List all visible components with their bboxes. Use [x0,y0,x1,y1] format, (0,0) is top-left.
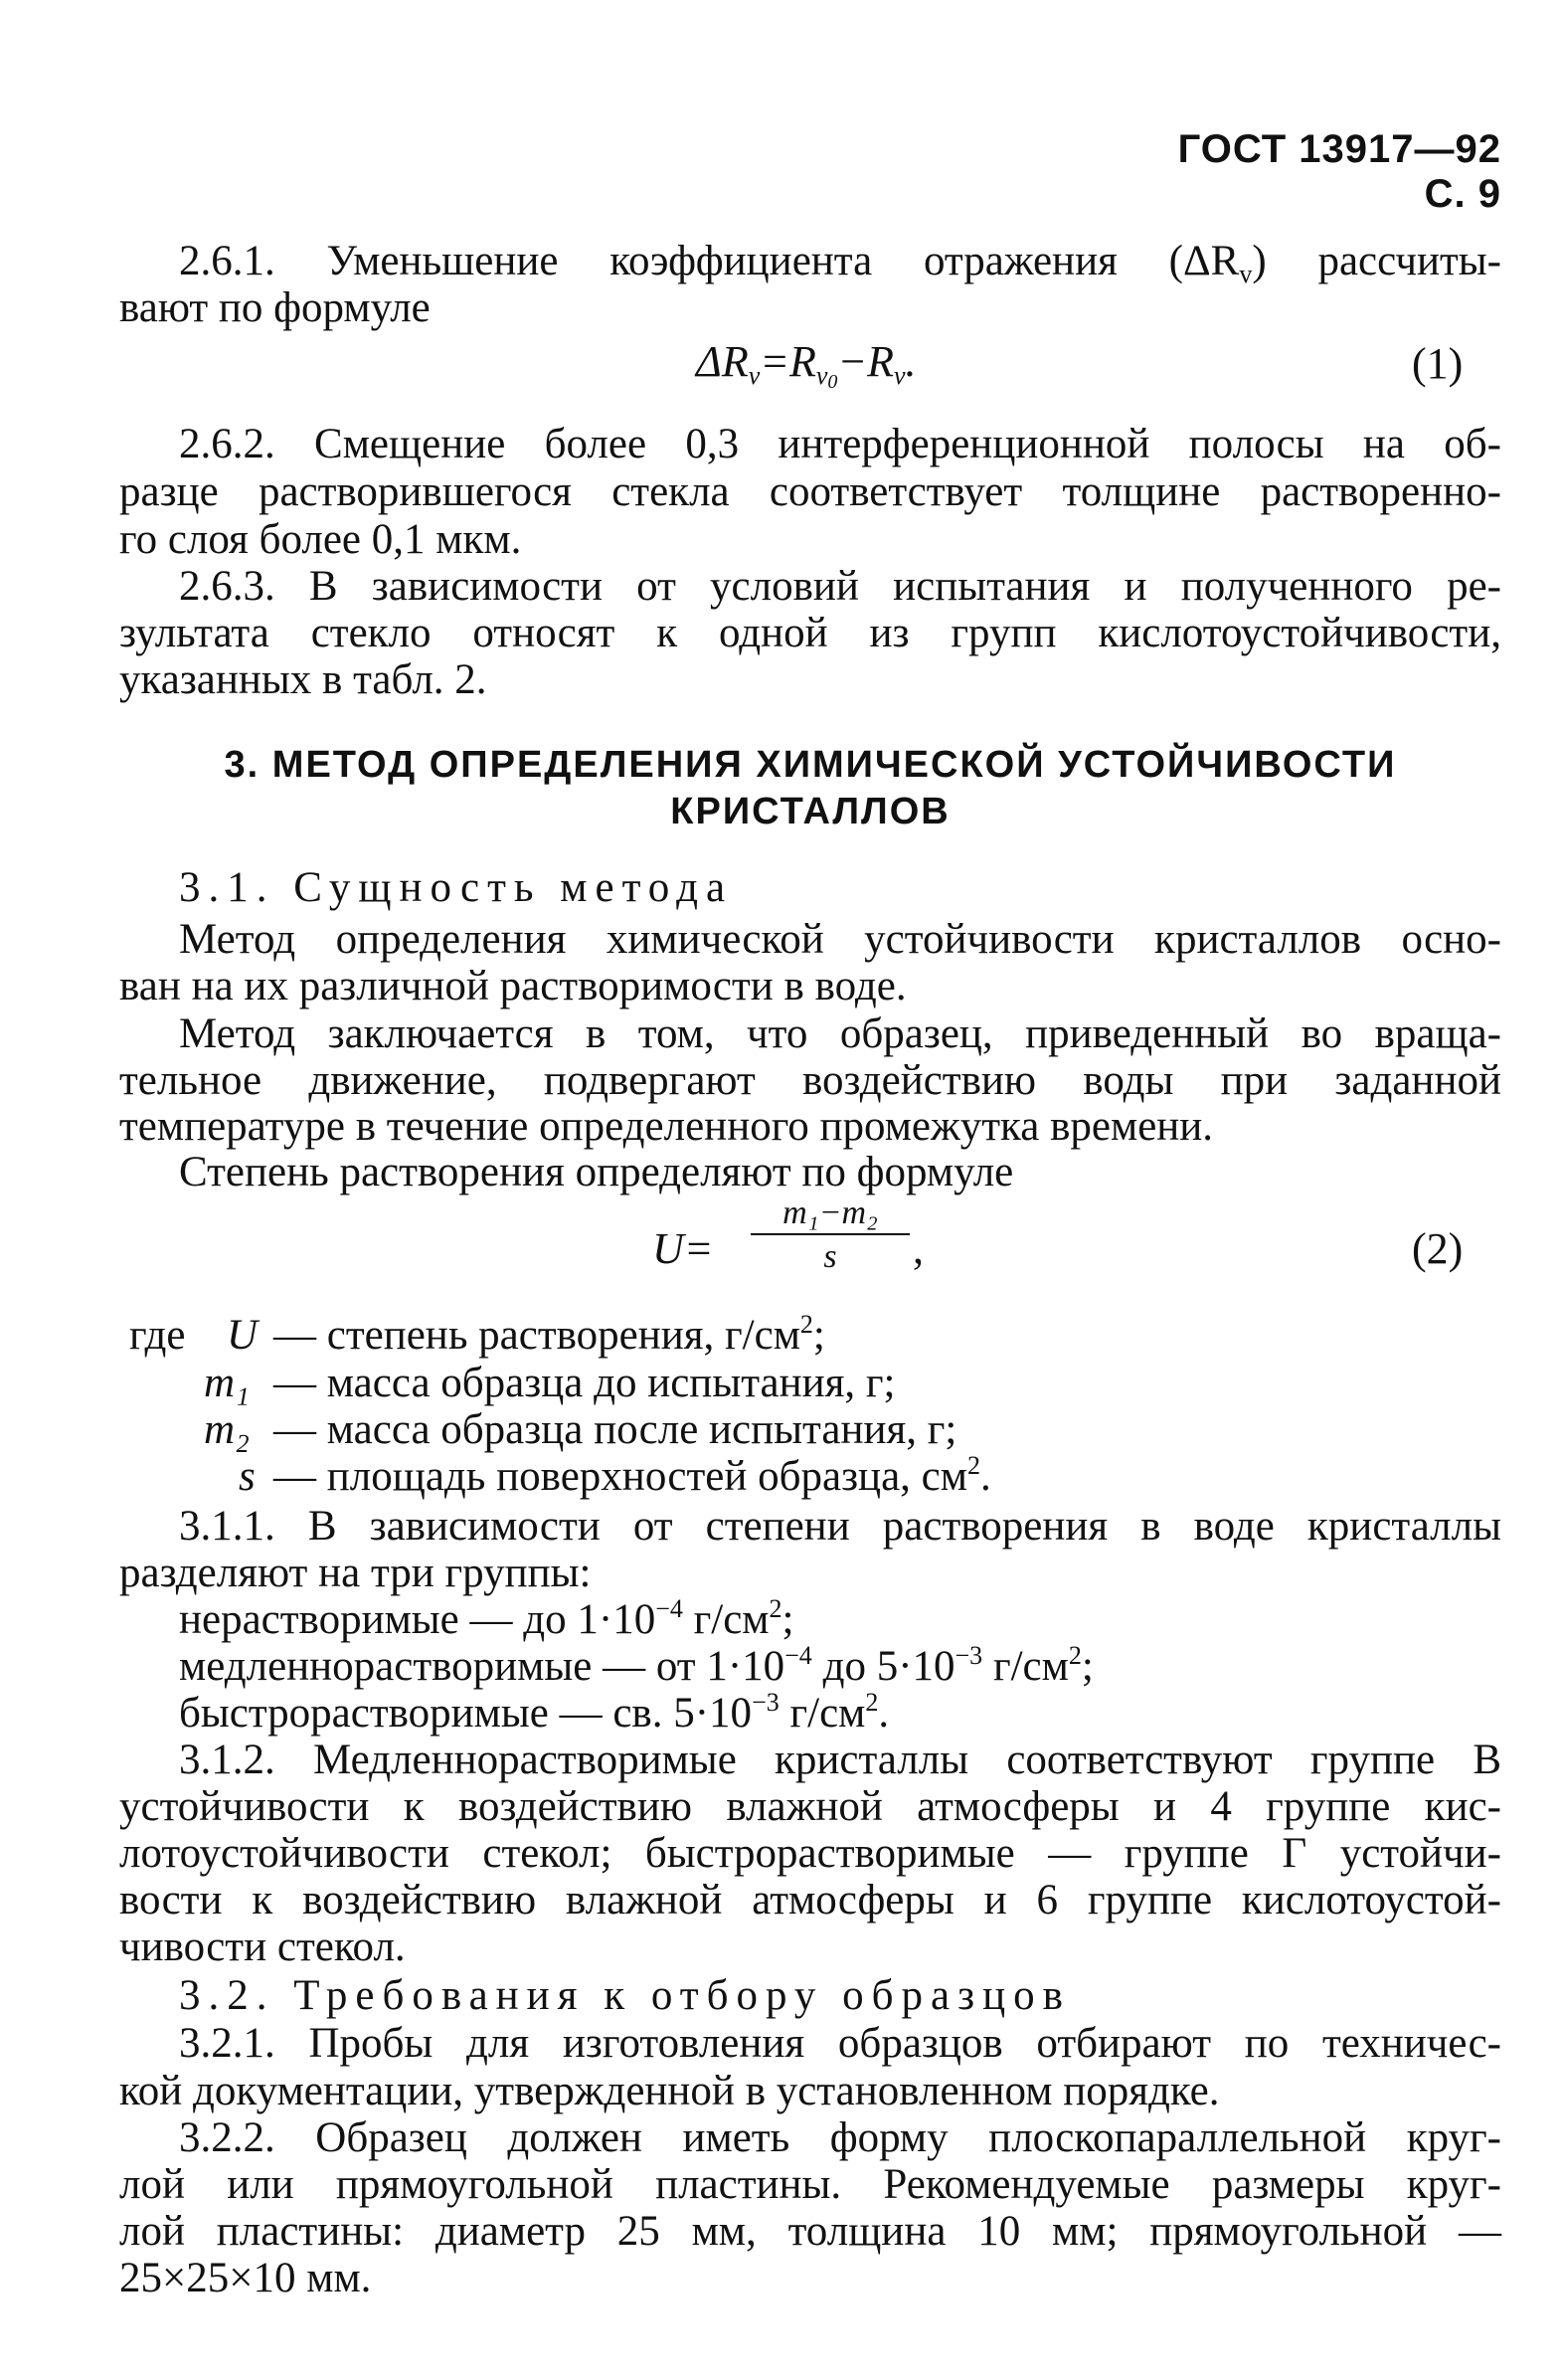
paragraph-3-1-b-line-2: тельное движение, подвергают воздействию воды при заданной [119,1057,1501,1104]
paragraph-3-2-2-line-2: лой или прямоугольной пластины. Рекомендуемые размеры круг- [119,2161,1501,2208]
group-rapidly-soluble: быстрорастворимые — св. $5\cdot 10^{-3}$ $г/см^2$. [179,1688,890,1737]
paragraph-2-6-2-line-3: го слоя более 0,1 мкм. [119,516,522,563]
paragraph-3-1-2-line-4: вости к воздействию влажной атмосферы и 6 группе кислотоустой- [119,1877,1501,1923]
paragraph-3-2-1-line-2: кой документации, утвержденной в установленном порядке. [119,2068,1220,2114]
paragraph-3-1-b-line-1: Метод заключается в том, что образец, приведенный во враща- [179,1010,1501,1057]
paragraph-3-1-2-line-1: 3.1.2. Медленнорастворимые кристаллы соответствуют группе В [179,1737,1501,1783]
paragraph-3-1-a-line-2: ван на их различной растворимости в воде. [119,963,907,1009]
paragraph-2-6-1-line-1: 2.6.1. Уменьшение коэффициента отражения $(\Delta R_v)$ рассчиты- [179,238,1501,288]
paragraph-3-1-c: Степень растворения определяют по формуле [179,1149,1014,1195]
formula-2-denominator: s [823,1238,837,1275]
where-s-description: — площадь поверхностей образца, $см^2$. [273,1451,991,1500]
formula-2-fraction [751,1193,910,1279]
paragraph-3-2-2-line-4: 25×25×10 мм. [119,2255,372,2301]
formula-1: $\Delta R_v=R_{v_0}-R_v$. [696,337,917,393]
paragraph-3-1-2-line-5: чивости стекол. [119,1923,406,1970]
where-symbol-s: s [239,1453,256,1500]
group-insoluble: нерастворимые — до $1\cdot 10^{-4}$ $г/см^2$; [179,1594,794,1643]
group-slowly-soluble: медленнорастворимые — от $1\cdot 10^{-4}$ до $5\cdot 10^{-3}$ $г/см^2$; [179,1641,1094,1690]
paragraph-3-1-2-line-2: устойчивости к воздействию влажной атмосферы и 4 группе кис- [119,1783,1501,1830]
paragraph-2-6-1-line-2: вают по формуле [119,284,431,331]
page-header: ГОСТ 13917—92 С. 9 [1177,127,1501,216]
formula-2-comma: , [913,1224,924,1273]
paragraph-3-1-1-line-1: 3.1.1. В зависимости от степени растворения в воде кристаллы [179,1503,1501,1550]
equation-number-1: (1) [1412,339,1464,388]
section-3-title-line-2: КРИСТАЛЛОВ [670,791,951,832]
where-symbol-m2: m₂ [204,1406,251,1453]
where-symbol-m1: m₁ [204,1360,251,1406]
paragraph-3-1-b-line-3: температуре в течение определенного промежутка времени. [119,1103,1214,1150]
formula-2-numerator: m₁−m₂ [751,1193,910,1235]
subsection-3-1-heading: 3.1. Сущность метода [179,864,734,911]
paragraph-3-2-2-line-1: 3.2.2. Образец должен иметь форму плоскопараллельной круг- [179,2114,1501,2161]
paragraph-3-1-2-line-3: лотоустойчивости стекол; быстрорастворимые — группе Г устойчи- [119,1830,1501,1877]
equation-number-2: (2) [1412,1224,1464,1273]
paragraph-3-2-1-line-1: 3.2.1. Пробы для изготовления образцов отбирают по техничес- [179,2020,1501,2067]
section-3-title-line-1: 3. МЕТОД ОПРЕДЕЛЕНИЯ ХИМИЧЕСКОЙ УСТОЙЧИВОСТИ [224,744,1397,786]
paragraph-2-6-3-line-1: 2.6.3. В зависимости от условий испытания и полученного ре- [179,563,1501,610]
paragraph-2-6-3-line-3: указанных в табл. 2. [119,656,487,703]
paragraph-3-1-a-line-1: Метод определения химической устойчивости кристаллов осно- [179,916,1501,963]
paragraph-3-1-1-line-2: разделяют на три группы: [119,1550,592,1596]
where-m1-description: — масса образца до испытания, г; [273,1360,896,1406]
formula-2-lhs: U= [652,1224,714,1273]
paragraph-2-6-2-line-1: 2.6.2. Смещение более 0,3 интерференционной полосы на об- [179,421,1501,467]
where-word: где [129,1312,186,1359]
paragraph-3-2-2-line-3: лой пластины: диаметр 25 мм, толщина 10 мм; прямоугольной — [119,2208,1501,2255]
paragraph-2-6-3-line-2: зультата стекло относят к одной из групп кислотоустойчивости, [119,610,1501,656]
where-U-description: — степень растворения, $г/см^2$; [273,1310,825,1359]
paragraph-2-6-2-line-2: разце растворившегося стекла соответствует толщине растворенно- [119,468,1501,515]
where-m2-description: — масса образца после испытания, г; [273,1406,957,1453]
subsection-3-2-heading: 3.2. Требования к отбору образцов [179,1972,1071,2019]
where-symbol-U: U [227,1312,259,1359]
